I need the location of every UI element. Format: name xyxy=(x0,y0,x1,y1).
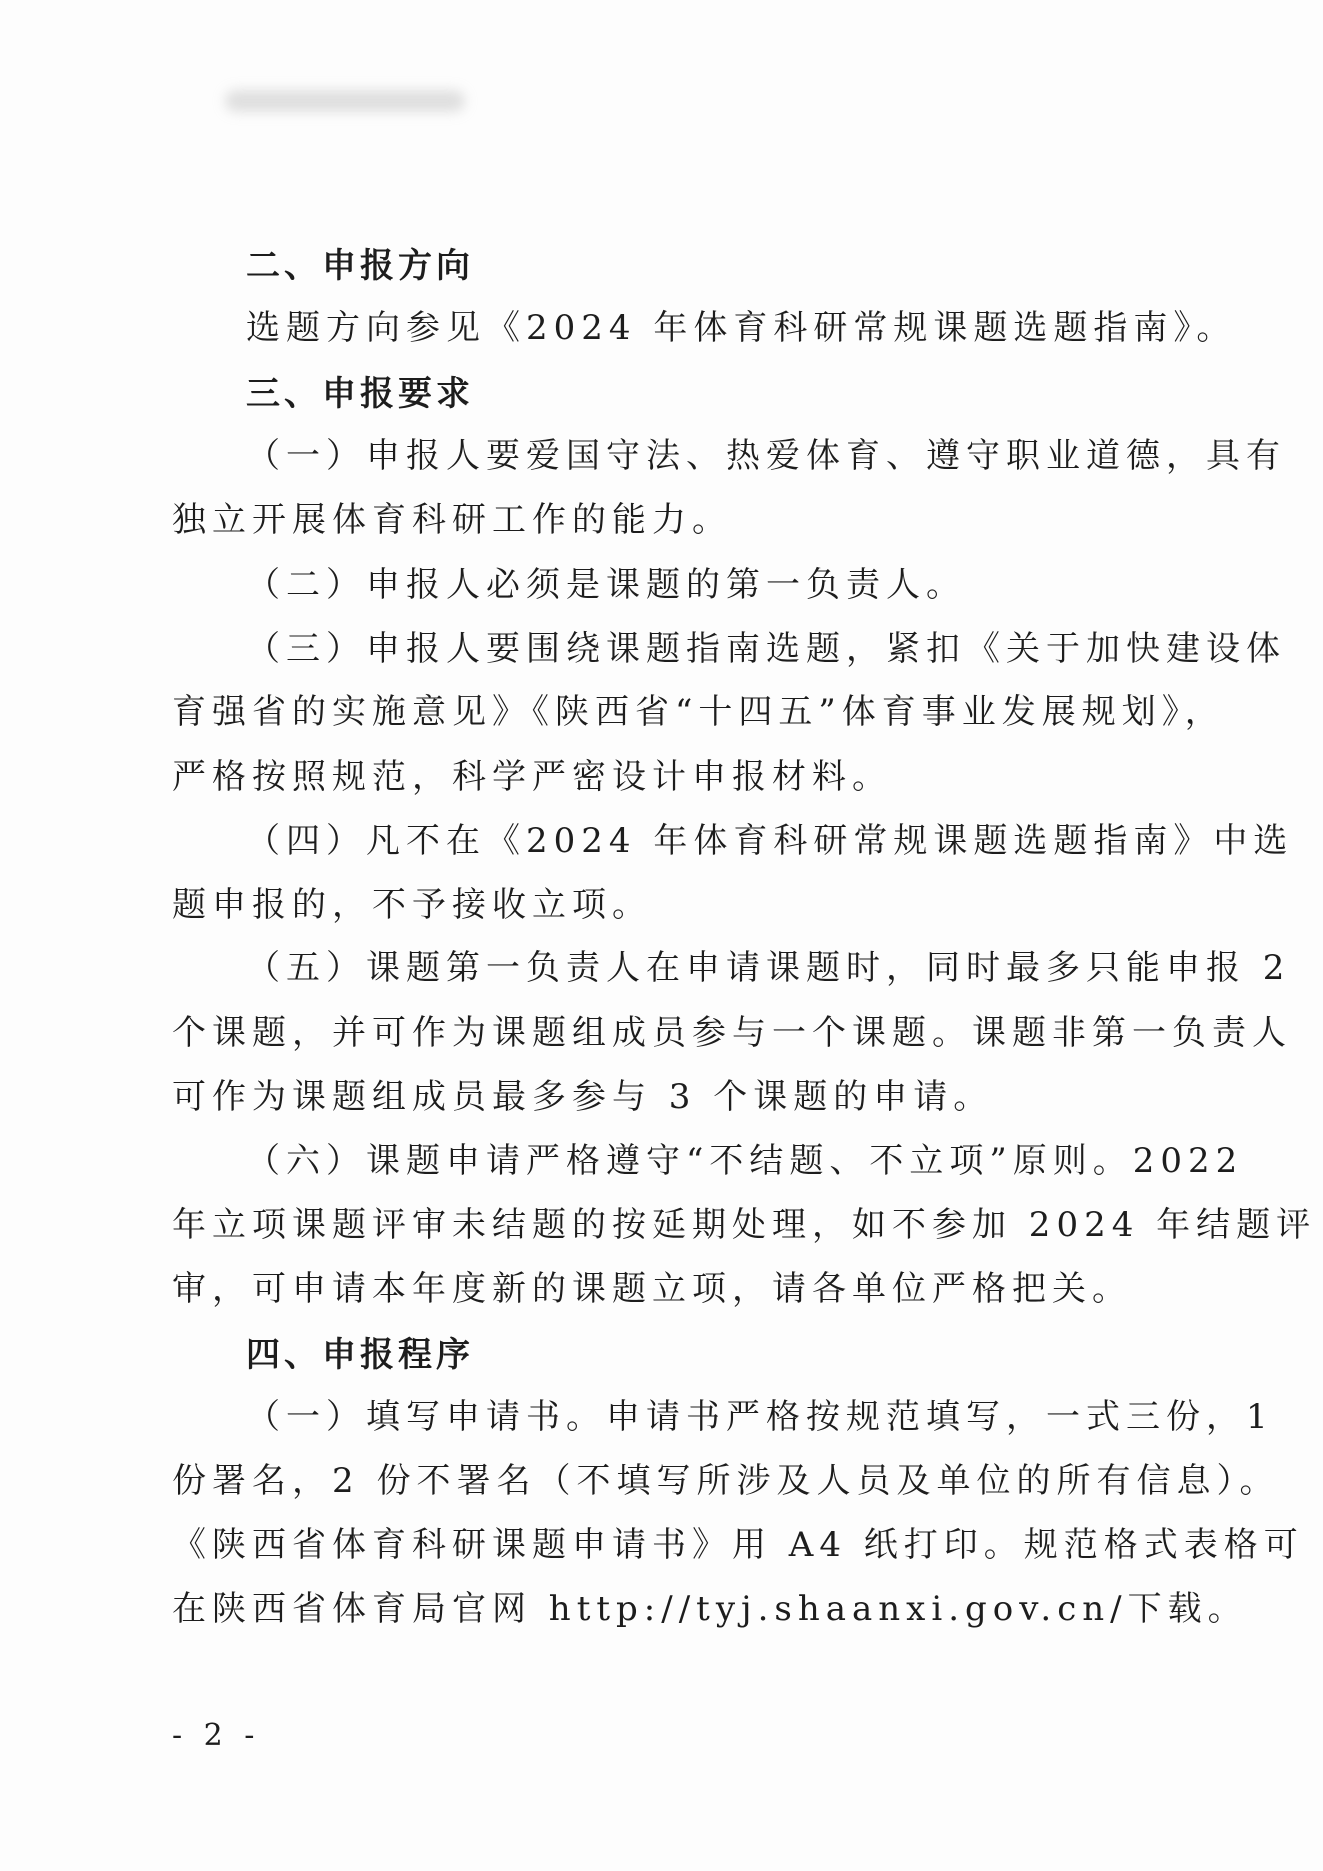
paragraph-line: 《陕西省体育科研课题申请书》用 A4 纸打印。规范格式表格可 xyxy=(172,1525,1304,1565)
paragraph-line: （一）申报人要爱国守法、热爱体育、遵守职业道德，具有 xyxy=(246,436,1286,476)
paragraph-line: 在陕西省体育局官网 http://tyj.shaanxi.gov.cn/下载。 xyxy=(172,1589,1248,1629)
paragraph-line: （二）申报人必须是课题的第一负责人。 xyxy=(246,565,966,605)
section-heading-procedure: 四、申报程序 xyxy=(246,1335,474,1375)
paragraph-line: 题申报的，不予接收立项。 xyxy=(172,885,652,925)
paragraph-line: 严格按照规范，科学严密设计申报材料。 xyxy=(172,757,892,797)
paragraph-line: （五）课题第一负责人在申请课题时，同时最多只能申报 2 xyxy=(246,948,1291,988)
paragraph-line: （六）课题申请严格遵守“不结题、不立项”原则。2022 xyxy=(246,1141,1244,1181)
paragraph-line: 年立项课题评审未结题的按延期处理，如不参加 2024 年结题评 xyxy=(172,1205,1317,1245)
section-heading-direction: 二、申报方向 xyxy=(246,246,474,286)
paragraph-line: 个课题，并可作为课题组成员参与一个课题。课题非第一负责人 xyxy=(172,1013,1292,1053)
section-heading-requirements: 三、申报要求 xyxy=(246,374,474,414)
scan-smudge xyxy=(225,90,465,112)
paragraph-line: 份署名，2 份不署名（不填写所涉及人员及单位的所有信息）。 xyxy=(172,1461,1280,1501)
page-number: - 2 - xyxy=(172,1718,261,1753)
paragraph-line: 育强省的实施意见》《陕西省“十四五”体育事业发展规划》， xyxy=(172,692,1225,732)
paragraph-line: 独立开展体育科研工作的能力。 xyxy=(172,500,732,540)
paragraph-line: （一）填写申请书。申请书严格按规范填写，一式三份，1 xyxy=(246,1397,1274,1437)
paragraph-line: 选题方向参见《2024 年体育科研常规课题选题指南》。 xyxy=(246,308,1237,348)
paragraph-line: 可作为课题组成员最多参与 3 个课题的申请。 xyxy=(172,1077,994,1117)
paragraph-line: （四）凡不在《2024 年体育科研常规课题选题指南》中选 xyxy=(246,821,1294,861)
paragraph-line: （三）申报人要围绕课题指南选题，紧扣《关于加快建设体 xyxy=(246,629,1286,669)
paragraph-line: 审，可申请本年度新的课题立项，请各单位严格把关。 xyxy=(172,1269,1132,1309)
